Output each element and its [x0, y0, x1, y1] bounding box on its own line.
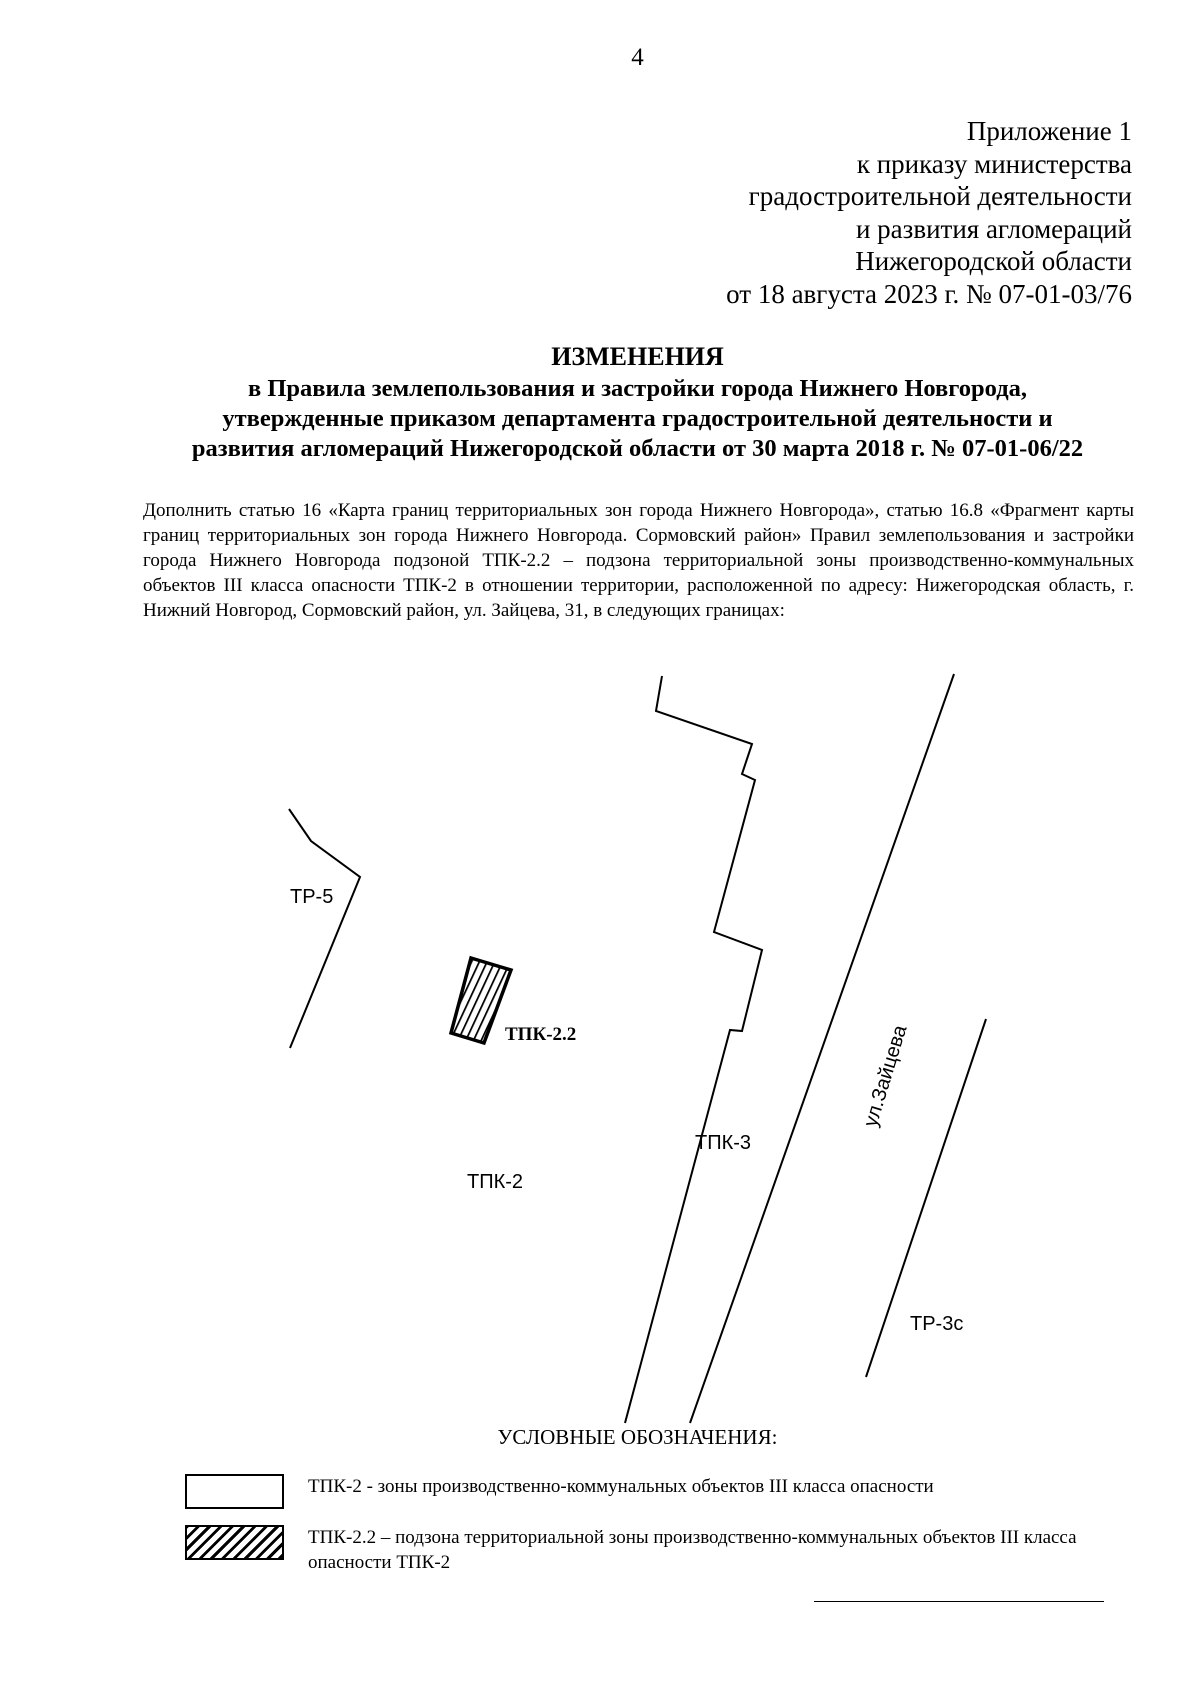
- map-label-tr5: ТР-5: [290, 886, 334, 908]
- tpk22-parcel: [451, 958, 511, 1043]
- appendix-line: Приложение 1: [966, 116, 1132, 146]
- tpk2-tpk3-boundary-line: [625, 676, 762, 1423]
- map-label-street: ул.Зайцева: [859, 1022, 912, 1130]
- legend-item-text: ТПК-2 - зоны производственно-коммунальных объектов III класса опасности: [308, 1476, 934, 1497]
- document-title: ИЗМЕНЕНИЯ: [551, 342, 724, 371]
- map-label-tpk2: ТПК-2: [467, 1171, 524, 1193]
- subtitle-line: в Правила землепользования и застройки города Нижнего Новгорода,: [247, 375, 1027, 402]
- appendix-line: к приказу министерства: [856, 148, 1132, 179]
- page-number: 4: [631, 44, 644, 71]
- appendix-line: от 18 августа 2023 г. № 07-01-03/76: [726, 278, 1132, 309]
- map-label-tpk22: ТПК-2.2: [505, 1024, 577, 1045]
- legend-title: УСЛОВНЫЕ ОБОЗНАЧЕНИЯ:: [497, 1425, 778, 1449]
- legend-swatch-hatched: [185, 1525, 284, 1560]
- tr5-boundary-line: [289, 809, 360, 1048]
- footer-divider: [814, 1601, 1104, 1602]
- body-paragraph: Дополнить статью 16 «Карта границ территориальных зон города Нижнего Новгорода», статью 16.8 «Фрагмент карты границ территориальных зон города Нижнего Новгорода. Сормовский район» Правил землепользования и застройки города Нижнего Новгорода подзоной ТПК-2.2 – подзона территориальной зоны производственно-коммунальных объектов III класса опасности ТПК-2 в отношении территории, расположенной по адресу: Нижегородская область, г. Нижний Новгород, Сормовский район, ул. Зайцева, 31, в следующих границах:: [143, 500, 1134, 621]
- legend-swatch-plain: [185, 1474, 284, 1509]
- appendix-line: и развития агломераций: [855, 213, 1132, 244]
- street-edge-line: [690, 674, 954, 1423]
- map-label-tpk3: ТПК-3: [695, 1132, 752, 1154]
- appendix-line: градостроительной деятельности: [748, 181, 1132, 211]
- subtitle-line: развития агломераций Нижегородской области от 30 марта 2018 г. № 07-01-06/22: [191, 435, 1084, 462]
- map-label-tr3c: ТР-3с: [910, 1313, 964, 1335]
- appendix-line: Нижегородской области: [855, 246, 1132, 276]
- subtitle-line: утвержденные приказом департамента градостроительной деятельности и: [222, 405, 1053, 432]
- legend-item-text: ТПК-2.2 – подзона территориальной зоны производственно-коммунальных объектов III класса опасности ТПК-2: [308, 1527, 1077, 1573]
